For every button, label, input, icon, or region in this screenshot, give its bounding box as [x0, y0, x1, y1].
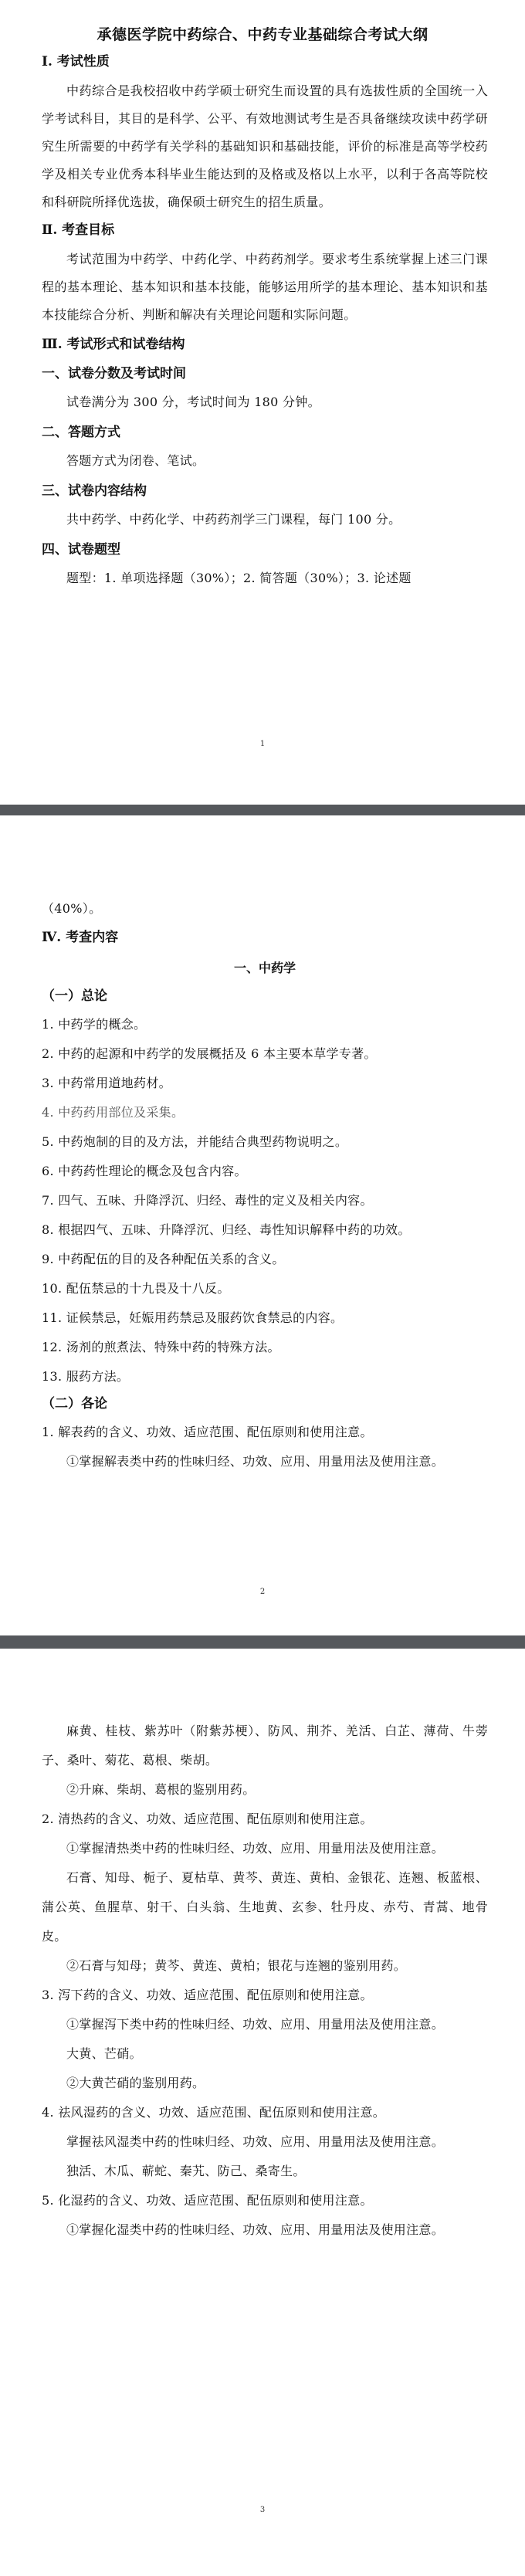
- list-item: 10. 配伍禁忌的十九畏及十八反。: [42, 1281, 230, 1296]
- section-heading-objectives: Ⅱ. 考查目标: [42, 222, 115, 238]
- list-subitem: ①掌握泻下类中药的性味归经、功效、应用、用量用法及使用注意。: [66, 2017, 445, 2032]
- page-separator: [0, 805, 525, 815]
- subsection-heading-score: 一、试卷分数及考试时间: [42, 366, 186, 381]
- list-item: 2. 中药的起源和中药学的发展概括及 6 本主要本草学专著。: [42, 1046, 377, 1061]
- chapter-title: 一、中药学: [233, 961, 296, 975]
- list-item: 1. 解表药的含义、功效、适应范围、配伍原则和使用注意。: [42, 1425, 373, 1439]
- section-heading-nature: Ⅰ. 考试性质: [42, 54, 110, 69]
- page-number: 3: [259, 2506, 266, 2514]
- list-subitem: ①掌握清热类中药的性味归经、功效、应用、用量用法及使用注意。: [66, 1841, 445, 1856]
- list-subitem: 麻黄、桂枝、紫苏叶（附紫苏梗）、防风、荆芥、羌活、白芷、薄荷、牛蒡子、桑叶、菊花、葛根、柴胡。: [42, 1724, 488, 1768]
- list-item: 1. 中药学的概念。: [42, 1017, 147, 1032]
- list-item: 4. 中药药用部位及采集。: [42, 1105, 185, 1120]
- list-item: 2. 清热药的含义、功效、适应范围、配伍原则和使用注意。: [42, 1812, 373, 1826]
- list-item: 5. 中药炮制的目的及方法，并能结合典型药物说明之。: [42, 1134, 348, 1149]
- subsection-heading-answer: 二、答题方式: [42, 425, 120, 440]
- subsection-text-answer: 答题方式为闭卷、笔试。: [66, 453, 205, 468]
- list-subitem: 石膏、知母、栀子、夏枯草、黄芩、黄连、黄柏、金银花、连翘、板蓝根、蒲公英、鱼腥草、射干、白头翁、生地黄、玄参、牡丹皮、赤芍、青蒿、地骨皮。: [42, 1870, 488, 1944]
- subsection-heading-structure: 三、试卷内容结构: [42, 483, 147, 499]
- page-number: 1: [259, 740, 266, 748]
- list-subitem: 掌握祛风湿类中药的性味归经、功效、应用、用量用法及使用注意。: [66, 2134, 445, 2149]
- document-page-2: [0, 815, 525, 1635]
- subsection-text-score: 试卷满分为 300 分，考试时间为 180 分钟。: [66, 395, 320, 409]
- section-heading-content: Ⅳ. 考查内容: [42, 930, 119, 945]
- page-1-content: [42, 51, 488, 593]
- list-subitem: 大黄、芒硝。: [66, 2046, 142, 2061]
- list-subitem: ①掌握解表类中药的性味归经、功效、应用、用量用法及使用注意。: [66, 1454, 445, 1469]
- list-item: 7. 四气、五味、升降浮沉、归经、毒性的定义及相关内容。: [42, 1193, 373, 1208]
- list-item: 5. 化湿药的含义、功效、适应范围、配伍原则和使用注意。: [42, 2193, 373, 2208]
- document-page-3: [0, 1649, 525, 2576]
- continued-text: （40%）。: [42, 901, 102, 916]
- page-separator: [0, 1635, 525, 1649]
- document-page-1: [0, 0, 525, 805]
- list-item: 3. 中药常用道地药材。: [42, 1076, 171, 1090]
- list-item: 4. 祛风湿药的含义、功效、适应范围、配伍原则和使用注意。: [42, 2105, 386, 2120]
- list-subitem: ②升麻、柴胡、葛根的鉴别用药。: [66, 1782, 256, 1797]
- list-item: 3. 泻下药的含义、功效、适应范围、配伍原则和使用注意。: [42, 1988, 373, 2002]
- list-item: 8. 根据四气、五味、升降浮沉、归经、毒性知识解释中药的功效。: [42, 1222, 411, 1237]
- list-item: 6. 中药药性理论的概念及包含内容。: [42, 1164, 247, 1178]
- section-heading-format: Ⅲ. 考试形式和试卷结构: [42, 337, 185, 352]
- list-subitem: ②石膏与知母；黄芩、黄连、黄柏；银花与连翘的鉴别用药。: [66, 1958, 407, 1973]
- section-paragraph-objectives: 考试范围为中药学、中药化学、中药药剂学。要求考生系统掌握上述三门课程的基本理论、基本知识和基本技能，能够运用所学的基本理论、基本知识和基本技能综合分析、判断和解决有关理论问题和实际问题。: [42, 252, 488, 322]
- section-paragraph-nature: 中药综合是我校招收中药学硕士研究生而设置的具有选拔性质的全国统一入学考试科目，其目的是科学、公平、有效地测试考生是否具备继续攻读中药学研究生所需要的中药学有关学科的基础知识和基础技能，评价的标准是高等学校药学及相关专业优秀本科毕业生能达到的及格或及格以上水平，以利于各高等院校和科研院所择优选拔，确保硕士研究生的招生质量。: [42, 83, 488, 209]
- subsection-heading-specific: （二）各论: [42, 1396, 107, 1412]
- general-items-list: [42, 1010, 488, 1391]
- subsection-heading-types: 四、试卷题型: [42, 542, 120, 558]
- list-subitem: ①掌握化湿类中药的性味归经、功效、应用、用量用法及使用注意。: [66, 2222, 445, 2237]
- list-subitem: ②大黄芒硝的鉴别用药。: [66, 2076, 205, 2090]
- subsection-heading-general: （一）总论: [42, 988, 107, 1004]
- list-item: 9. 中药配伍的目的及各种配伍关系的含义。: [42, 1252, 285, 1266]
- page-3-content: [42, 1717, 488, 2245]
- list-item: 12. 汤剂的煎煮法、特殊中药的特殊方法。: [42, 1340, 280, 1354]
- document-title: 承德医学院中药综合、中药专业基础综合考试大纲: [97, 26, 428, 43]
- list-item: 11. 证候禁忌，妊娠用药禁忌及服药饮食禁忌的内容。: [42, 1310, 344, 1325]
- subsection-text-structure: 共中药学、中药化学、中药药剂学三门课程，每门 100 分。: [66, 512, 401, 527]
- page-2-content: [42, 894, 488, 1476]
- page-number: 2: [259, 1588, 266, 1596]
- subsection-text-types: 题型：1. 单项选择题（30%）；2. 简答题（30%）；3. 论述题: [66, 571, 412, 585]
- list-subitem: 独活、木瓜、蕲蛇、秦艽、防己、桑寄生。: [66, 2164, 306, 2178]
- list-item: 13. 服药方法。: [42, 1369, 130, 1384]
